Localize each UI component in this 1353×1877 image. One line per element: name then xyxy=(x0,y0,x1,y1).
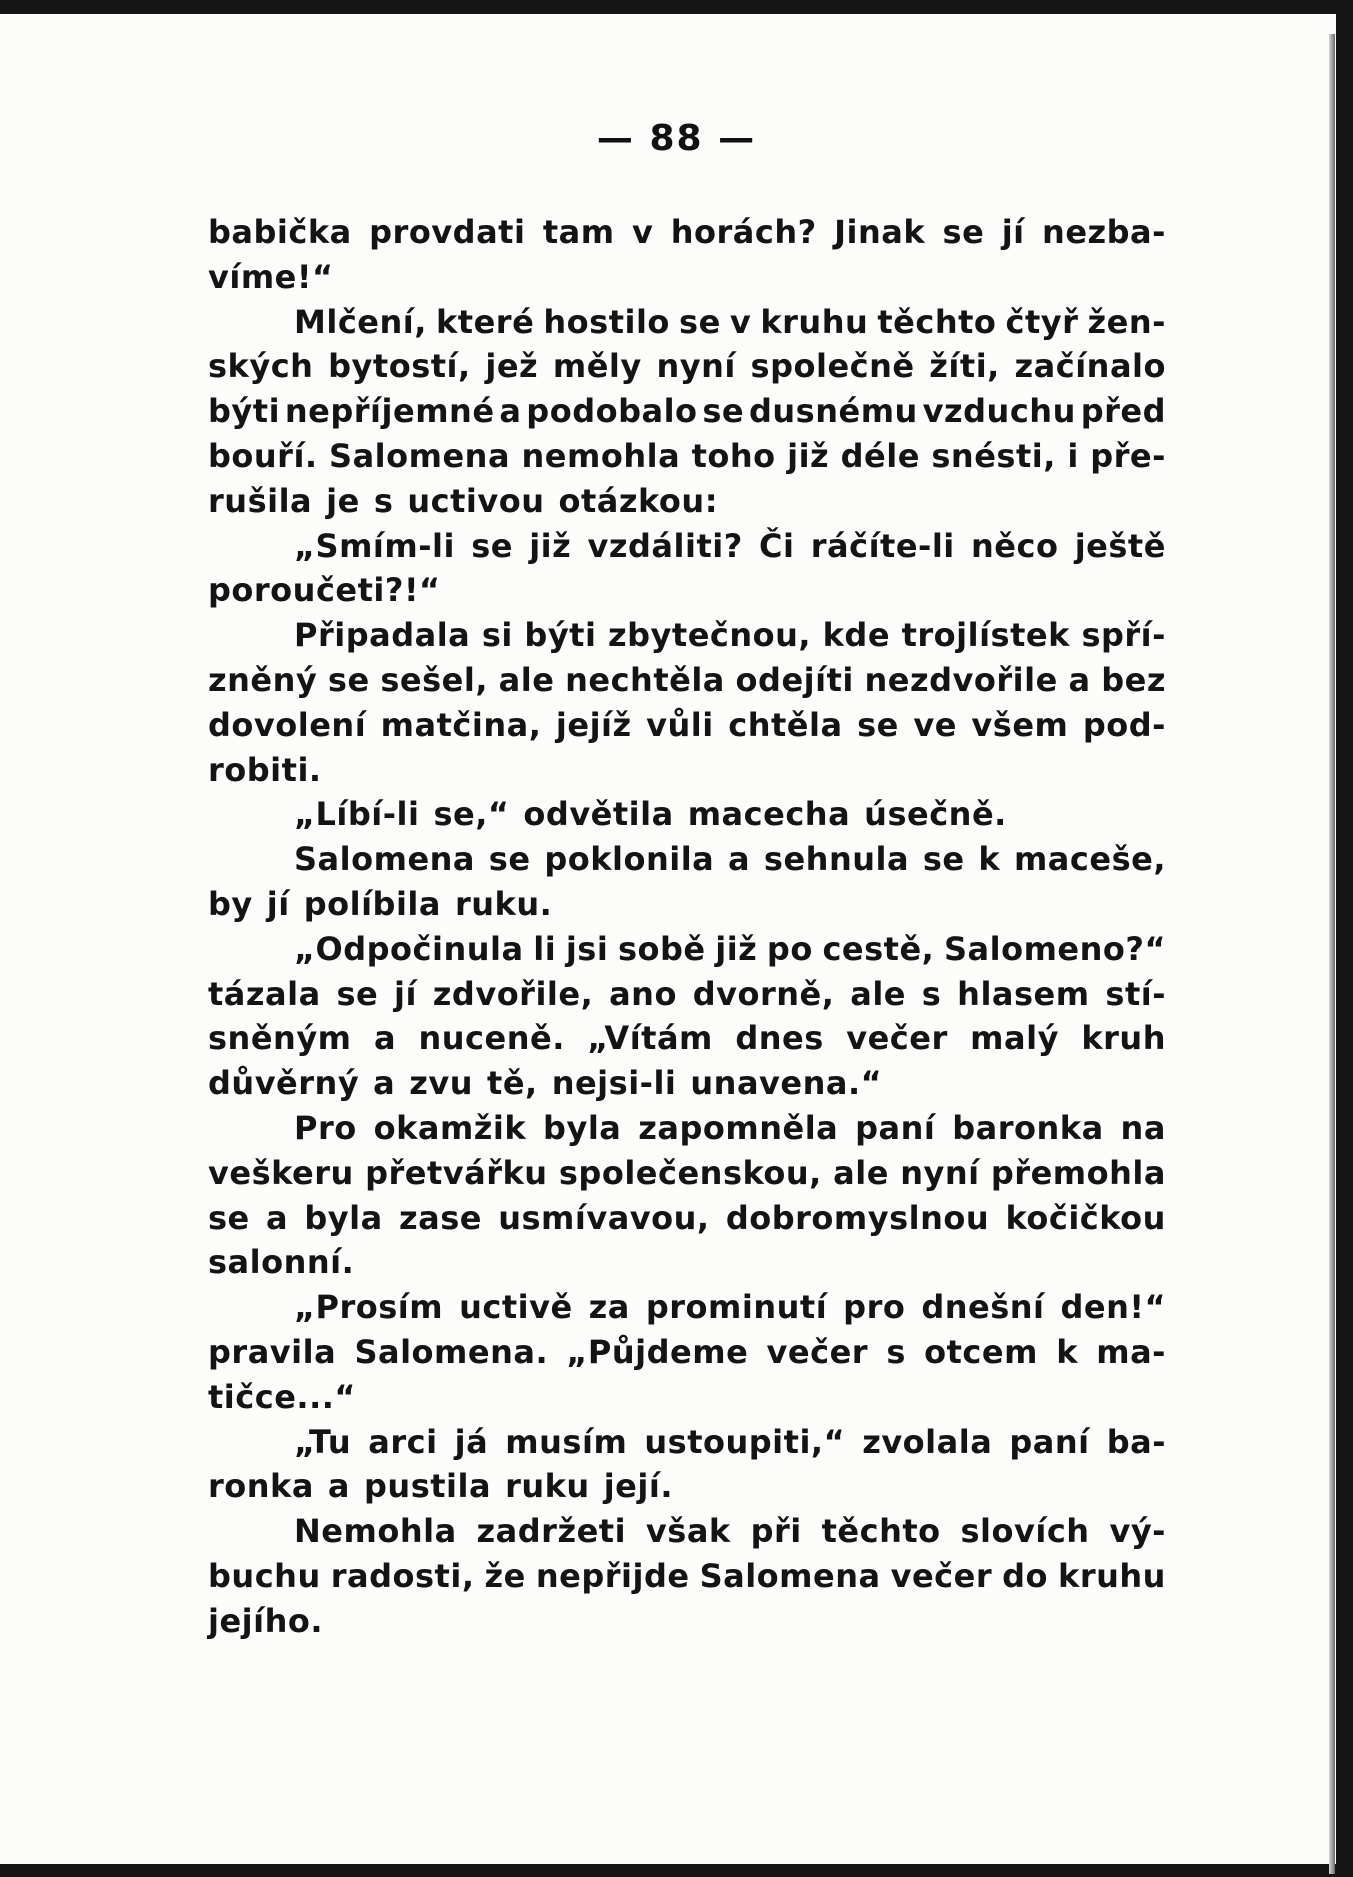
text-line: „Tu arci já musím ustoupiti,“ zvolala paní ba- xyxy=(294,1422,1166,1461)
text-line: by jí políbila ruku. xyxy=(208,884,553,923)
text-line: se a byla zase usmívavou, dobromyslnou kočičkou xyxy=(208,1198,1166,1237)
text-line: veškeru přetvářku společenskou, ale nyní přemohla xyxy=(208,1153,1166,1192)
text-line: Pro okamžik byla zapomněla paní baronka na xyxy=(294,1108,1166,1147)
text-line: buchu radosti, že nepřijde Salomena večer do kruhu xyxy=(208,1556,1166,1595)
text-line: Mlčení, které hostilo se v kruhu těchto čtyř žen- xyxy=(294,302,1166,341)
text-line: robiti. xyxy=(208,750,322,789)
text-line: ských bytostí, jež měly nyní společně žíti, začínalo xyxy=(208,347,1166,386)
text-line: poroučeti?!“ xyxy=(208,571,441,610)
text-line: víme!“ xyxy=(208,257,334,296)
text-line: salonní. xyxy=(208,1243,355,1282)
text-line: „Líbí-li se,“ odvětila macecha úsečně. xyxy=(294,795,1007,834)
page-number: — 88 — xyxy=(596,118,757,159)
text-line: babička provdati tam v horách? Jinak se jí nezba- xyxy=(208,213,1166,251)
text-line: tázala se jí zdvořile, ano dvorně, ale s hlasem stí- xyxy=(208,974,1166,1013)
text-line: býti nepříjemné a podobalo se dusnému vzduchu před xyxy=(208,392,1166,431)
text-line: jejího. xyxy=(208,1601,324,1640)
text-line: Nemohla zadržeti však při těchto slovích vý- xyxy=(294,1512,1166,1551)
text-line: Připadala si býti zbytečnou, kde trojlístek spří- xyxy=(294,616,1166,655)
text-line: bouří. Salomena nemohla toho již déle snésti, i pře- xyxy=(208,436,1166,475)
text-line: „Odpočinula li jsi sobě již po cestě, Salomeno?“ xyxy=(294,929,1166,968)
text-line: sněným a nuceně. „Vítám dnes večer malý kruh xyxy=(208,1019,1166,1058)
text-line: rušila je s uctivou otázkou: xyxy=(208,481,718,520)
text-line: tičce...“ xyxy=(208,1377,356,1416)
text-line: dovolení matčina, jejíž vůli chtěla se ve všem pod- xyxy=(208,705,1166,744)
text-line: důvěrný a zvu tě, nejsi-li unavena.“ xyxy=(208,1064,883,1103)
text-line: zněný se sešel, ale nechtěla odejíti nezdvořile a bez xyxy=(208,660,1166,699)
text-line: Salomena se poklonila a sehnula se k maceše, xyxy=(294,840,1166,879)
text-line: ronka a pustila ruku její. xyxy=(208,1467,673,1506)
text-line: „Prosím uctivě za prominutí pro dnešní den!“ xyxy=(294,1288,1166,1327)
page-edge-shadow xyxy=(1329,34,1335,1874)
body-text xyxy=(208,210,1166,1644)
text-line: „Smím-li se již vzdáliti? Či ráčíte-li něco ještě xyxy=(294,526,1166,565)
text-line: pravila Salomena. „Půjdeme večer s otcem k ma- xyxy=(208,1332,1166,1371)
